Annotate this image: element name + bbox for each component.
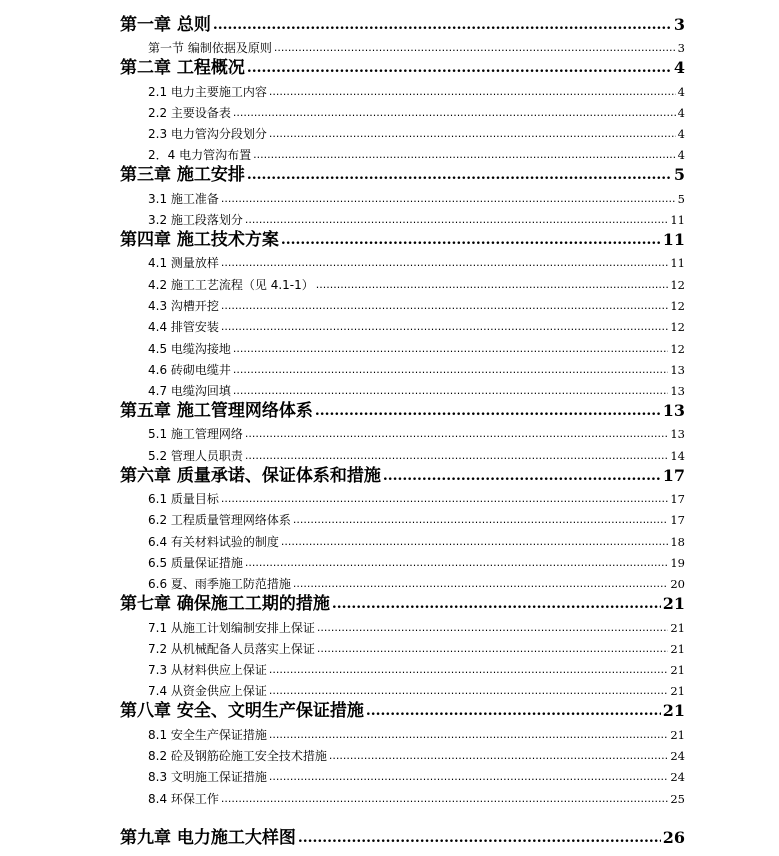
page-number: 13 [670, 362, 685, 377]
dot-leader [315, 400, 661, 422]
page-number: 13 [670, 427, 685, 442]
page-number: 21 [670, 663, 685, 678]
section-title: 2．4 电力管沟布置 [148, 148, 252, 163]
section-title: 2.3 电力管沟分段划分 [148, 127, 267, 142]
dot-leader [247, 57, 672, 79]
toc-section-row[interactable] [120, 722, 685, 743]
dot-leader [329, 747, 668, 765]
dot-leader [253, 146, 676, 164]
toc-section-row[interactable] [120, 358, 685, 379]
page-number: 4 [673, 58, 685, 78]
toc-section-row[interactable] [120, 336, 685, 357]
toc-chapter-row[interactable] [120, 400, 685, 422]
toc-section-row[interactable] [120, 422, 685, 443]
chapter-title: 第九章 电力施工大样图 [120, 827, 296, 848]
table-of-contents [120, 14, 685, 849]
toc-chapter-row[interactable] [120, 465, 685, 487]
toc-section-row[interactable] [120, 487, 685, 508]
chapter-title: 第八章 安全、文明生产保证措施 [120, 701, 364, 722]
dot-leader [247, 164, 672, 186]
page-number: 4 [677, 105, 685, 120]
dot-leader [269, 83, 676, 101]
toc-section-row[interactable] [120, 101, 685, 122]
toc-section-row[interactable] [120, 744, 685, 765]
section-title: 7.4 从资金供应上保证 [148, 684, 267, 699]
chapter-title: 第二章 工程概况 [120, 58, 245, 79]
page-number: 21 [670, 727, 685, 742]
dot-leader [221, 318, 668, 336]
toc-chapter-row[interactable] [120, 57, 685, 79]
toc-section-row[interactable] [120, 529, 685, 550]
section-title: 8.1 安全生产保证措施 [148, 727, 267, 742]
chapter-title: 第六章 质量承诺、保证体系和措施 [120, 465, 381, 486]
section-title: 4.6 砖砌电缆井 [148, 362, 231, 377]
toc-chapter-row[interactable] [120, 164, 685, 186]
toc-chapter-row[interactable] [120, 229, 685, 251]
dot-leader [233, 361, 668, 379]
section-title: 2.2 主要设备表 [148, 105, 231, 120]
page-number: 20 [670, 577, 685, 592]
dot-leader [293, 575, 668, 593]
page-number: 4 [677, 127, 685, 142]
page-number: 24 [670, 749, 685, 764]
toc-chapter-row[interactable] [120, 700, 685, 722]
toc-section-row[interactable] [120, 143, 685, 164]
page-number: 12 [670, 298, 685, 313]
section-title: 8.3 文明施工保证措施 [148, 770, 267, 785]
section-title: 4.5 电缆沟接地 [148, 341, 231, 356]
dot-leader [316, 276, 669, 294]
page-number: 21 [670, 620, 685, 635]
page-number: 5 [677, 191, 685, 206]
chapter-title: 第七章 确保施工工期的措施 [120, 594, 330, 615]
section-title: 4.2 施工工艺流程（见 4.1-1） [148, 277, 314, 292]
page-number: 3 [673, 15, 685, 34]
dot-leader [274, 39, 676, 57]
page-number: 21 [662, 594, 685, 614]
toc-chapter-row[interactable] [120, 14, 685, 36]
toc-section-row[interactable] [120, 443, 685, 464]
dot-leader [245, 211, 668, 229]
section-title: 6.2 工程质量管理网络体系 [148, 513, 291, 528]
dot-leader [269, 682, 668, 700]
toc-section-row[interactable] [120, 122, 685, 143]
section-title: 7.2 从机械配备人员落实上保证 [148, 641, 315, 656]
toc-section-row[interactable] [120, 379, 685, 400]
dot-leader [233, 340, 668, 358]
toc-section-row[interactable] [120, 79, 685, 100]
dot-leader [221, 790, 668, 808]
page-number: 14 [670, 448, 685, 463]
toc-section-row[interactable] [120, 679, 685, 700]
section-title: 第一节 编制依据及原则 [148, 41, 272, 56]
page-number: 11 [662, 230, 685, 250]
dot-leader [221, 297, 668, 315]
toc-section-row[interactable] [120, 315, 685, 336]
section-title: 8.2 砼及钢筋砼施工安全技术措施 [148, 749, 327, 764]
chapter-title: 第三章 施工安排 [120, 165, 245, 186]
section-title: 6.1 质量目标 [148, 492, 219, 507]
dot-leader [281, 229, 661, 251]
toc-section-row[interactable] [120, 551, 685, 572]
dot-leader [245, 447, 668, 465]
dot-leader [221, 254, 668, 272]
page-number: 17 [662, 465, 685, 485]
dot-leader [293, 511, 668, 529]
dot-leader [233, 104, 676, 122]
page-number: 18 [670, 534, 685, 549]
section-title: 3.2 施工段落划分 [148, 213, 243, 228]
page-number: 21 [662, 701, 685, 721]
dot-leader [213, 14, 672, 36]
page-number: 24 [670, 770, 685, 785]
section-title: 8.4 环保工作 [148, 791, 219, 806]
page-number: 17 [670, 513, 685, 528]
toc-section-row[interactable] [120, 637, 685, 658]
dot-leader [269, 726, 668, 744]
section-title: 6.6 夏、雨季施工防范措施 [148, 577, 291, 592]
section-title: 6.5 质量保证措施 [148, 555, 243, 570]
toc-chapter-row[interactable] [120, 593, 685, 615]
page-number: 12 [670, 320, 685, 335]
toc-section-row[interactable] [120, 572, 685, 593]
page-number: 17 [670, 492, 685, 507]
dot-leader [221, 490, 668, 508]
section-title: 4.7 电缆沟回填 [148, 384, 231, 399]
page-number: 13 [670, 384, 685, 399]
toc-section-row[interactable] [120, 658, 685, 679]
toc-section-row[interactable] [120, 36, 685, 57]
section-title: 7.1 从施工计划编制安排上保证 [148, 620, 315, 635]
page-number: 11 [670, 213, 685, 228]
page-number: 5 [673, 165, 685, 185]
page-number: 4 [677, 148, 685, 163]
dot-leader [332, 593, 661, 615]
dot-leader [317, 640, 668, 658]
toc-section-row[interactable] [120, 508, 685, 529]
dot-leader [233, 382, 668, 400]
page-number: 21 [670, 641, 685, 656]
section-title: 3.1 施工准备 [148, 191, 219, 206]
page-number: 25 [670, 791, 685, 806]
dot-leader [245, 554, 668, 572]
toc-section-row[interactable] [120, 786, 685, 807]
dot-leader [281, 533, 668, 551]
chapter-title: 第四章 施工技术方案 [120, 230, 279, 251]
page-number: 21 [670, 684, 685, 699]
toc-section-row[interactable] [120, 615, 685, 636]
dot-leader [269, 661, 668, 679]
section-title: 2.1 电力主要施工内容 [148, 84, 267, 99]
section-title: 4.4 排管安装 [148, 320, 219, 335]
toc-chapter-row[interactable] [120, 827, 685, 849]
section-title: 6.4 有关材料试验的制度 [148, 534, 279, 549]
chapter-title: 第一章 总则 [120, 15, 211, 35]
dot-leader [298, 827, 661, 849]
dot-leader [317, 619, 668, 637]
dot-leader [366, 700, 661, 722]
dot-leader [269, 125, 676, 143]
section-title: 7.3 从材料供应上保证 [148, 663, 267, 678]
toc-section-row[interactable] [120, 208, 685, 229]
dot-leader [383, 465, 661, 487]
toc-spacer [120, 808, 685, 827]
page-number: 26 [662, 827, 685, 847]
toc-section-row[interactable] [120, 186, 685, 207]
page-number: 12 [670, 277, 685, 292]
page-number: 19 [670, 555, 685, 570]
page-number: 11 [670, 256, 685, 271]
toc-section-row[interactable] [120, 765, 685, 786]
page-number: 13 [662, 401, 685, 421]
page-number: 4 [677, 84, 685, 99]
toc-section-row[interactable] [120, 294, 685, 315]
section-title: 5.2 管理人员职责 [148, 448, 243, 463]
page-number: 3 [677, 41, 685, 56]
toc-section-row[interactable] [120, 272, 685, 293]
dot-leader [221, 190, 676, 208]
section-title: 5.1 施工管理网络 [148, 427, 243, 442]
section-title: 4.1 测量放样 [148, 256, 219, 271]
dot-leader [245, 425, 668, 443]
dot-leader [269, 768, 668, 786]
chapter-title: 第五章 施工管理网络体系 [120, 401, 313, 422]
section-title: 4.3 沟槽开挖 [148, 298, 219, 313]
page-number: 12 [670, 341, 685, 356]
toc-section-row[interactable] [120, 251, 685, 272]
